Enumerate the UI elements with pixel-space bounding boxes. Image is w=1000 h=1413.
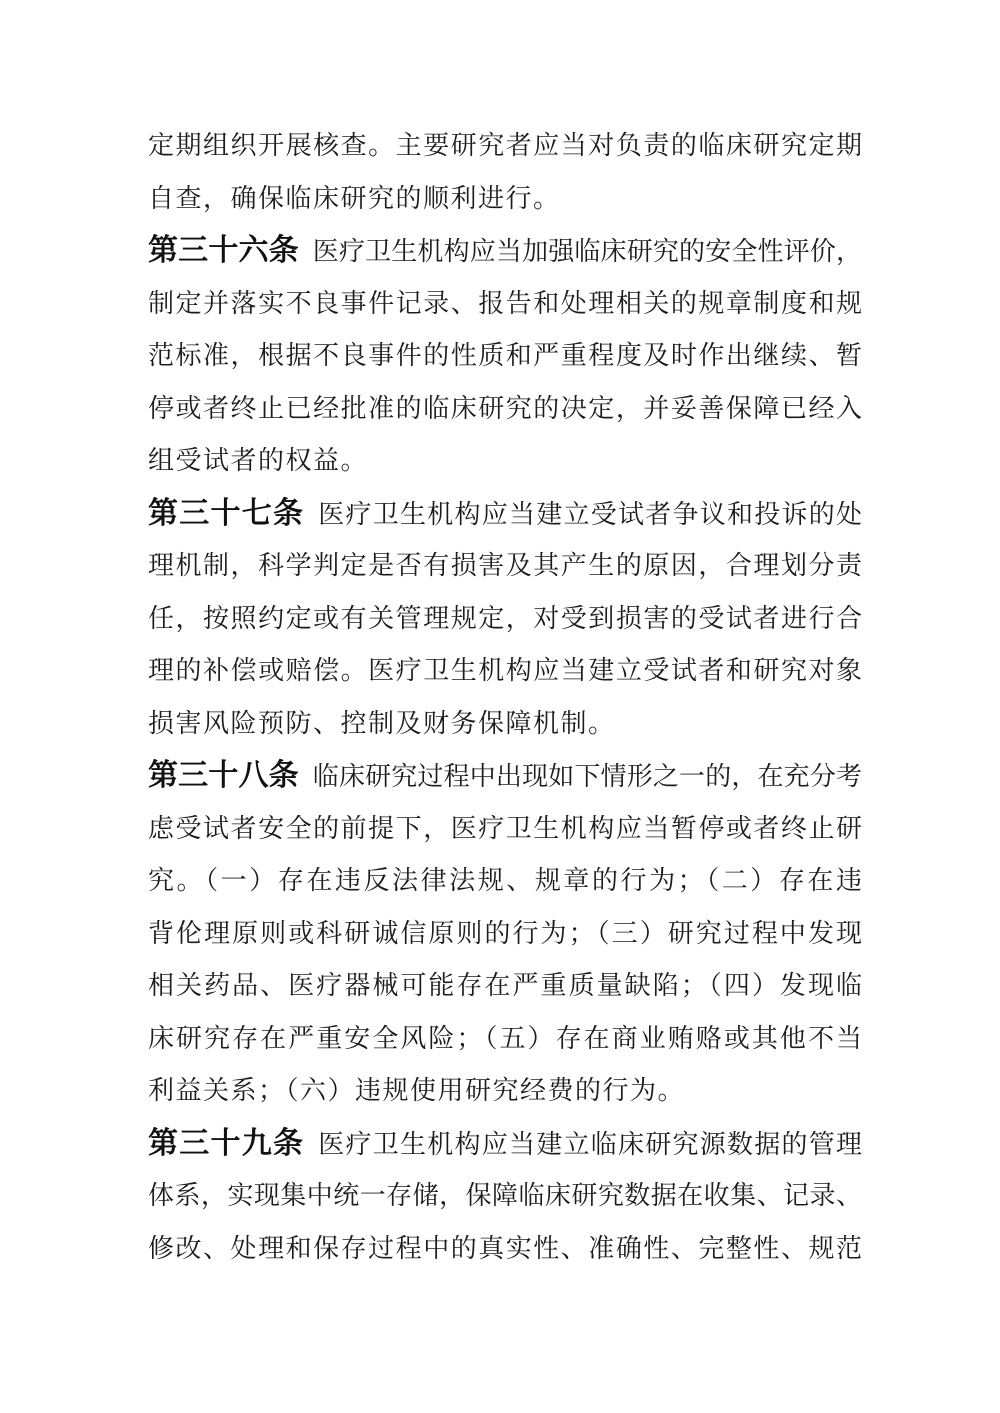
text-line	[148, 750, 862, 803]
text-line	[148, 803, 862, 856]
line-text: 体系，实现集中统一存储，保障临床研究数据在收集、记录、	[148, 1181, 862, 1211]
line-text: 究。（一）存在违反法律法规、规章的行为；（二）存在违	[148, 866, 862, 896]
text-line	[148, 330, 862, 383]
line-text: 临床研究过程中出现如下情形之一的，在充分考	[312, 762, 862, 792]
article-number-heading: 第三十六条	[148, 233, 299, 268]
line-text: 自查，确保临床研究的顺利进行。	[148, 183, 561, 214]
text-line	[148, 593, 862, 646]
line-text: 利益关系；（六）违规使用研究经费的行为。	[148, 1076, 686, 1106]
article-number-heading: 第三十七条	[148, 495, 305, 531]
text-line	[148, 383, 862, 436]
text-line	[148, 488, 862, 541]
line-text: 损害风险预防、控制及财务保障机制。	[148, 708, 616, 739]
text-line	[148, 173, 862, 226]
line-text: 定期组织开展核查。主要研究者应当对负责的临床研究定期	[148, 131, 862, 161]
text-line	[148, 698, 862, 751]
line-text: 理机制，科学判定是否有损害及其产生的原因，合理划分责	[148, 551, 862, 581]
line-text: 床研究存在严重安全风险；（五）存在商业贿赂或其他不当	[148, 1023, 862, 1054]
text-line	[148, 1118, 862, 1171]
text-line	[148, 645, 862, 698]
text-line	[148, 855, 862, 908]
text-line	[148, 278, 862, 331]
text-line	[148, 225, 862, 278]
line-text: 修改、处理和保存过程中的真实性、准确性、完整性、规范	[148, 1233, 862, 1264]
line-text: 理的补偿或赔偿。医疗卫生机构应当建立受试者和研究对象	[148, 656, 862, 686]
line-text: 医疗卫生机构应当加强临床研究的安全性评价，	[312, 237, 862, 267]
line-text: 背伦理原则或科研诚信原则的行为；（三）研究过程中发现	[148, 918, 862, 949]
text-line	[148, 540, 862, 593]
line-text: 停或者终止已经批准的临床研究的决定，并妥善保障已经入	[148, 393, 862, 424]
text-line	[148, 1223, 862, 1276]
line-text: 虑受试者安全的前提下，医疗卫生机构应当暂停或者终止研	[148, 813, 862, 844]
text-line	[148, 960, 862, 1013]
line-text: 医疗卫生机构应当建立临床研究源数据的管理	[318, 1129, 862, 1160]
text-line	[148, 435, 862, 488]
text-line	[148, 1170, 862, 1223]
line-text: 范标准，根据不良事件的性质和严重程度及时作出继续、暂	[148, 341, 862, 371]
text-line	[148, 120, 862, 173]
line-text: 任，按照约定或有关管理规定，对受到损害的受试者进行合	[148, 603, 862, 634]
line-text: 医疗卫生机构应当建立受试者争议和投诉的处	[318, 499, 862, 530]
article-number-heading: 第三十八条	[148, 758, 299, 793]
document-text-block	[148, 120, 862, 1275]
text-line	[148, 1065, 862, 1118]
line-text: 制定并落实不良事件记录、报告和处理相关的规章制度和规	[148, 288, 862, 319]
text-line	[148, 908, 862, 961]
text-line	[148, 1013, 862, 1066]
line-text: 组受试者的权益。	[148, 446, 369, 476]
line-text: 相关药品、医疗器械可能存在严重质量缺陷；（四）发现临	[148, 971, 862, 1001]
article-number-heading: 第三十九条	[148, 1125, 305, 1161]
